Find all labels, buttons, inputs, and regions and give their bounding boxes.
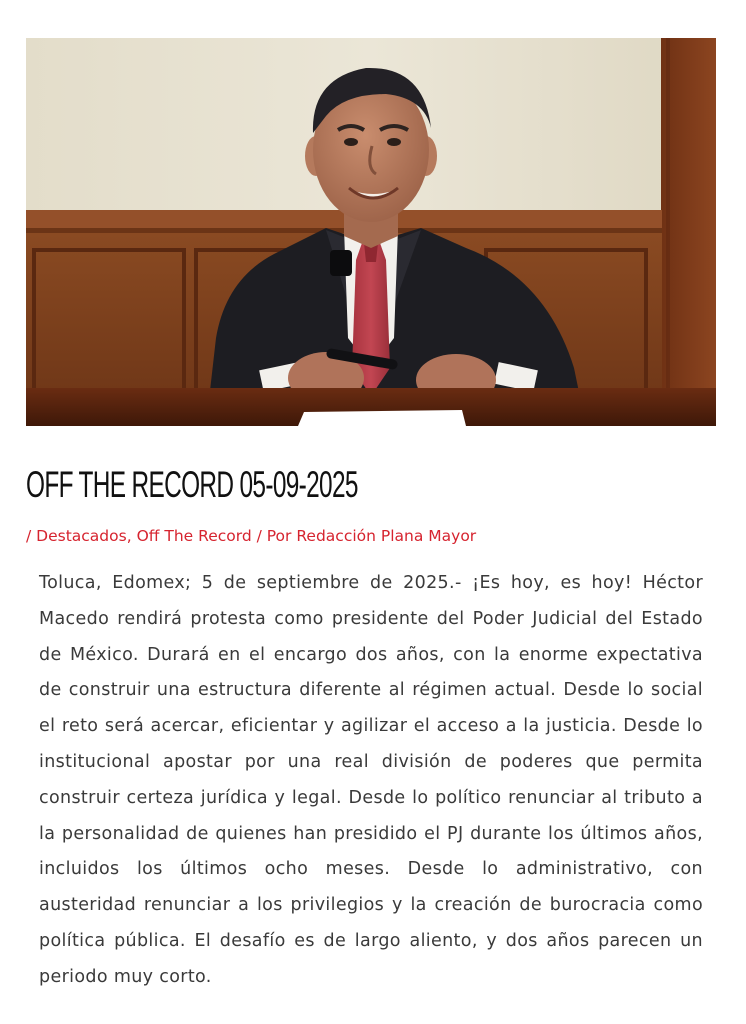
meta-separator: ,	[126, 527, 137, 545]
author-link[interactable]: Redacción Plana Mayor	[296, 527, 477, 545]
post-meta	[26, 525, 476, 547]
post-body-paragraph: Toluca, Edomex; 5 de septiembre de 2025.- ¡Es hoy, es hoy! Héctor Macedo rendirá protesta como presidente del Poder Judicial del Estado de México. Durará en el encargo dos años, con la enorme expectativa de construir una estructura diferente al régimen actual. Desde lo social el reto será acercar, eficientar y agilizar el acceso a la justicia. Desde lo institucional apostar por una real división de poderes que permita construir certeza jurídica y legal. Desde lo político renunciar al tributo a la personalidad de quienes han presidido el PJ durante los últimos años, incluidos los últimos ocho meses. Desde lo administrativo, con austeridad renunciar a los privilegios y la creación de burocracia como política pública. El desafío es de largo aliento, y dos años parecen un periodo muy corto.	[39, 573, 703, 987]
category-link-off-the-record[interactable]: Off The Record	[136, 527, 252, 545]
featured-image	[26, 38, 716, 426]
category-link-destacados[interactable]: Destacados	[36, 527, 127, 545]
post-title: OFF THE RECORD 05-09-2025	[26, 464, 358, 505]
featured-photo	[26, 38, 716, 426]
meta-prefix: /	[26, 527, 37, 545]
meta-by-label: / Por	[251, 527, 297, 545]
